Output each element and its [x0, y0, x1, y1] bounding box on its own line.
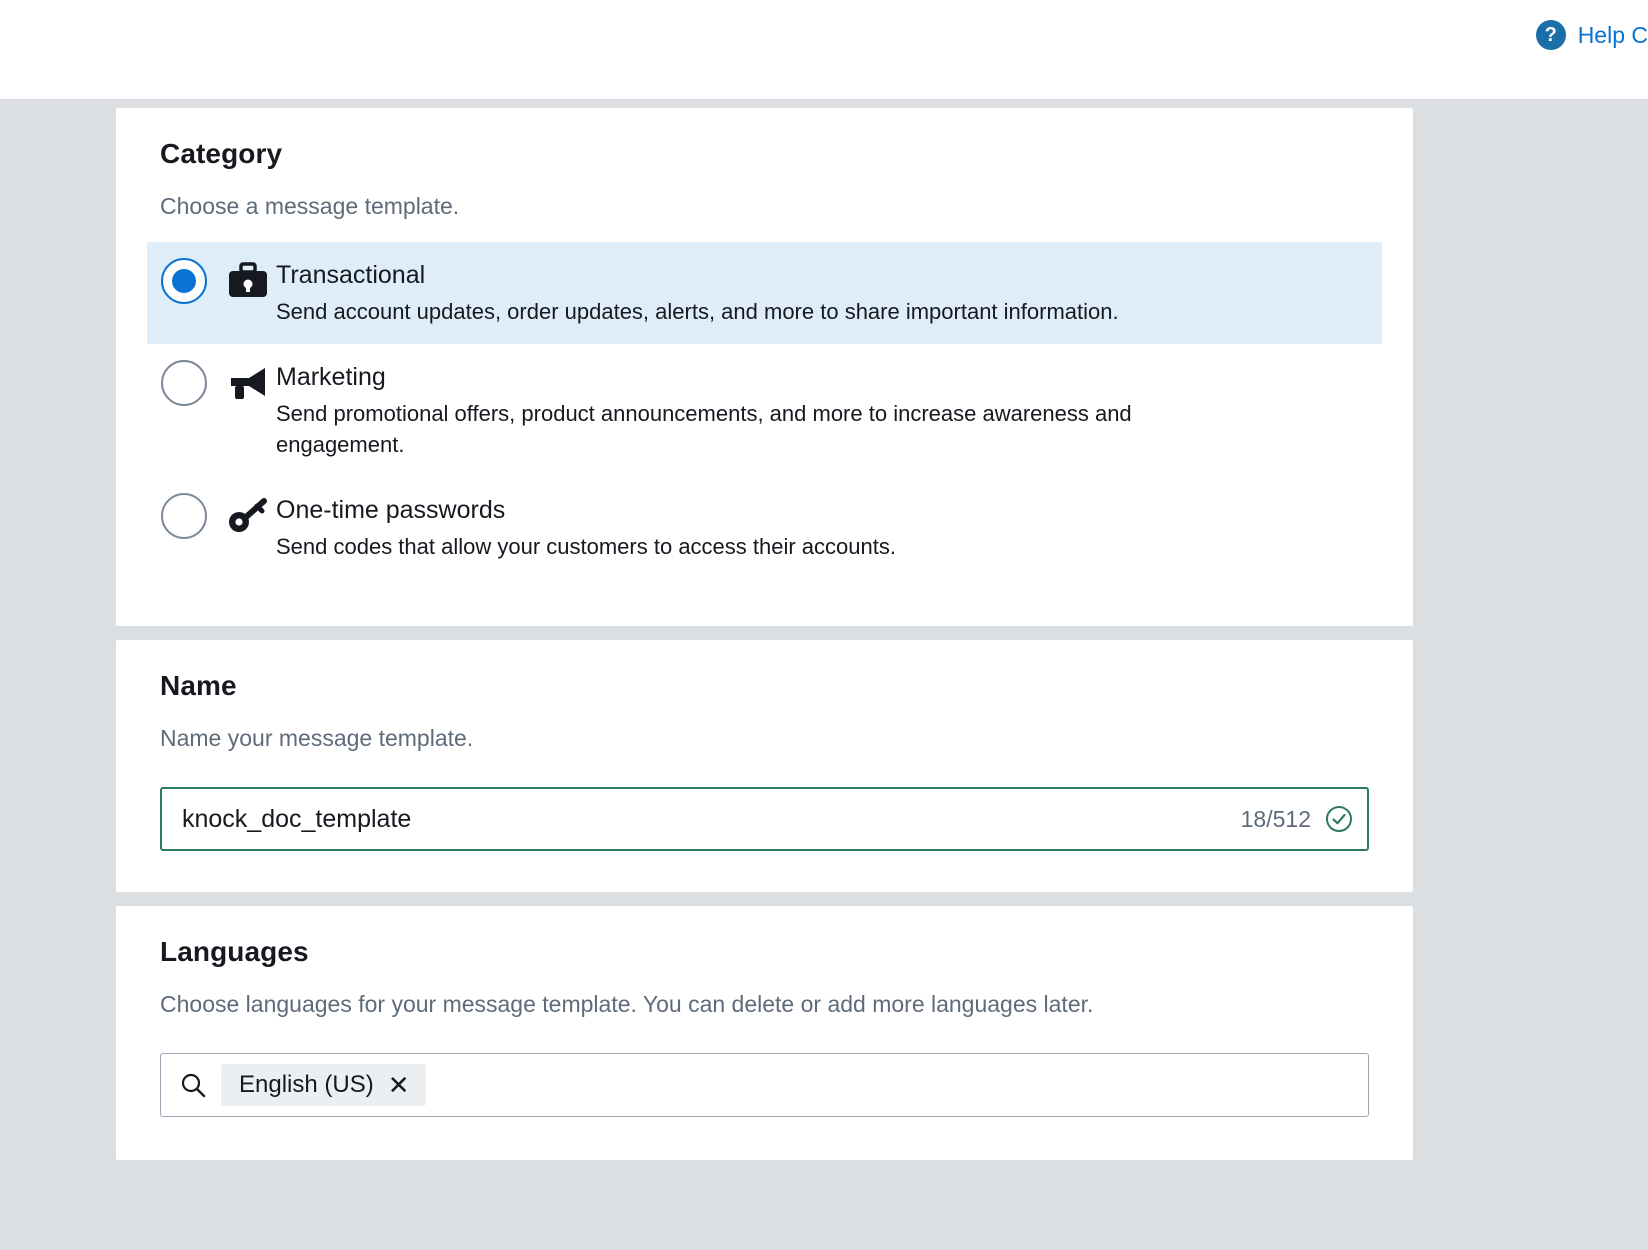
close-icon[interactable]: ✕	[387, 1070, 410, 1100]
category-option-transactional[interactable]	[147, 242, 1382, 344]
category-card	[116, 108, 1413, 626]
language-token[interactable]	[221, 1064, 426, 1106]
name-title: Name	[160, 670, 237, 701]
languages-subtitle: Choose languages for your message template. You can delete or add more languages later.	[160, 991, 1094, 1017]
language-token-label: English (US)	[239, 1071, 374, 1098]
category-title: Category	[160, 138, 283, 169]
name-subtitle: Name your message template.	[160, 725, 474, 751]
category-option-label: One-time passwords	[276, 495, 506, 524]
search-icon	[179, 1071, 207, 1099]
megaphone-icon	[220, 360, 276, 406]
question-mark-icon: ?	[1536, 20, 1566, 50]
category-option-label: Transactional	[276, 261, 426, 289]
template-name-field[interactable]	[160, 787, 1369, 851]
help-label: Help C	[1577, 21, 1648, 48]
key-icon	[220, 493, 276, 539]
category-option-description: Send account updates, order updates, alerts, and more to share important information.	[276, 299, 1119, 325]
category-subtitle: Choose a message template.	[160, 193, 460, 219]
top-bar	[0, 0, 1648, 100]
category-option-description: Send codes that allow your customers to access their accounts.	[276, 534, 896, 560]
template-name-input[interactable]	[182, 805, 1241, 834]
radio-button-transactional[interactable]	[161, 258, 207, 304]
briefcase-icon	[220, 258, 276, 304]
name-card	[116, 640, 1413, 892]
character-counter: 18/512	[1240, 805, 1311, 832]
category-option-description: Send promotional offers, product announcements, and more to increase awareness and engagement.	[276, 401, 1132, 458]
languages-title: Languages	[160, 936, 309, 967]
check-circle-icon	[1325, 805, 1353, 833]
radio-button-one-time-passwords[interactable]	[161, 493, 207, 539]
radio-button-marketing[interactable]	[161, 360, 207, 406]
category-option-one-time-passwords[interactable]	[147, 477, 1382, 579]
languages-card	[116, 906, 1413, 1160]
category-radio-group	[147, 242, 1382, 579]
languages-search-field[interactable]	[160, 1053, 1369, 1117]
category-option-marketing[interactable]	[147, 344, 1382, 477]
help-link[interactable]	[1536, 20, 1648, 50]
category-option-label: Marketing	[276, 363, 386, 392]
